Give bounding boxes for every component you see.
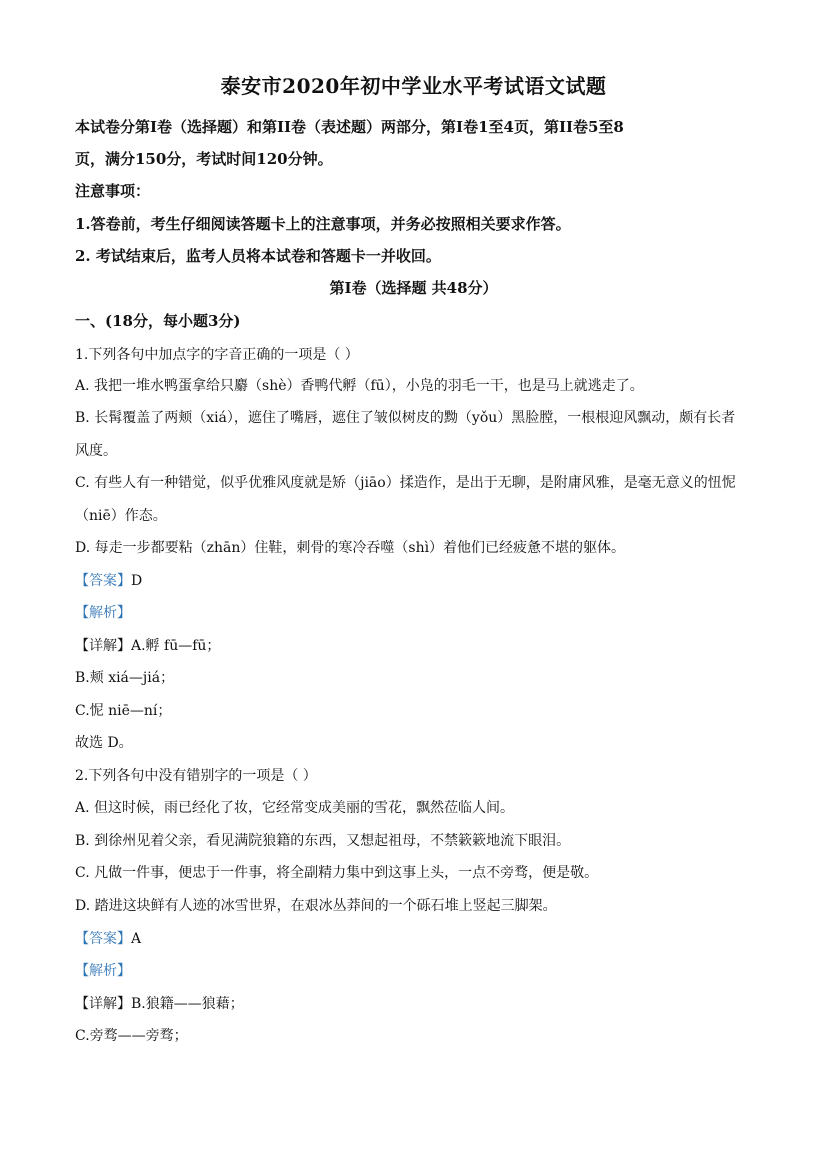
detail-line: 【详解】A.孵 fū—fū； (75, 638, 221, 654)
conclusion-line: 故选 D。 (75, 735, 133, 751)
detail-line: C.旁骛——旁骛； (75, 1028, 188, 1044)
page-title: 泰安市2020年初中学业水平考试语文试题 (220, 74, 607, 98)
notice-item: 2. 考试结束后，监考人员将本试卷和答题卡一并收回。 (75, 247, 441, 265)
detail-line: 【详解】B.狼籍——狼藉； (75, 996, 244, 1012)
option-c: C. 有些人有一种错觉，似乎优雅风度就是矫（jiāo）揉造作，是出于无聊，是附庸风雅，是毫无意义的忸怩 (75, 475, 736, 491)
answer-tag: 【答案】 (75, 573, 131, 589)
answer-value: D (131, 573, 143, 589)
answer-value: A (131, 931, 142, 947)
option-d: D. 踏进这块鲜有人迹的冰雪世界，在艰冰丛莽间的一个砾石堆上竖起三脚架。 (75, 898, 557, 914)
option-c: C. 凡做一件事，便忠于一件事，将全副精力集中到这事上头，一点不旁骛，便是敬。 (75, 865, 599, 881)
analysis-tag: 【解析】 (75, 963, 131, 979)
answer-tag: 【答案】 (75, 931, 131, 947)
option-b: B. 到徐州见着父亲，看见满院狼籍的东西，又想起祖母，不禁簌簌地流下眼泪。 (75, 833, 571, 849)
answer-line (75, 570, 142, 590)
intro-line: 本试卷分第Ⅰ卷（选择题）和第II卷（表述题）两部分，第Ⅰ卷1至4页，第II卷5至8 (75, 118, 624, 136)
option-d: D. 每走一步都要粘（zhān）住鞋，刺骨的寒冷吞噬（shì）着他们已经疲惫不堪的躯体。 (75, 540, 626, 556)
option-b: B. 长髯覆盖了两颊（xiá），遮住了嘴唇，遮住了皱似树皮的黝（yǒu）黑脸膛，一根根迎风飘动，颇有长者 (75, 410, 736, 426)
notice-item: 1.答卷前，考生仔细阅读答题卡上的注意事项，并务必按照相关要求作答。 (75, 215, 571, 233)
notice-heading: 注意事项： (75, 182, 151, 200)
option-c-continued: （niē）作态。 (75, 508, 167, 524)
option-b-continued: 风度。 (75, 443, 117, 459)
detail-line: C.怩 niē—ní； (75, 703, 172, 719)
question-stem: 2.下列各句中没有错别字的一项是（ ） (75, 768, 317, 784)
analysis-tag: 【解析】 (75, 605, 131, 621)
intro-line: 页，满分150分，考试时间120分钟。 (75, 150, 333, 168)
question-stem: 1.下列各句中加点字的字音正确的一项是（ ） (75, 347, 359, 363)
option-a: A. 我把一堆水鸭蛋拿给只麝（shè）香鸭代孵（fū），小凫的羽毛一干，也是马上就逃走了。 (75, 378, 644, 394)
part-title: 第Ⅰ卷（选择题 共48分） (329, 279, 498, 297)
detail-line: B.颊 xiá—jiá； (75, 670, 175, 686)
answer-line (75, 928, 141, 948)
option-a: A. 但这时候，雨已经化了妆，它经常变成美丽的雪花，飘然莅临人间。 (75, 800, 515, 816)
section-heading: 一、(18分，每小题3分) (75, 312, 241, 330)
